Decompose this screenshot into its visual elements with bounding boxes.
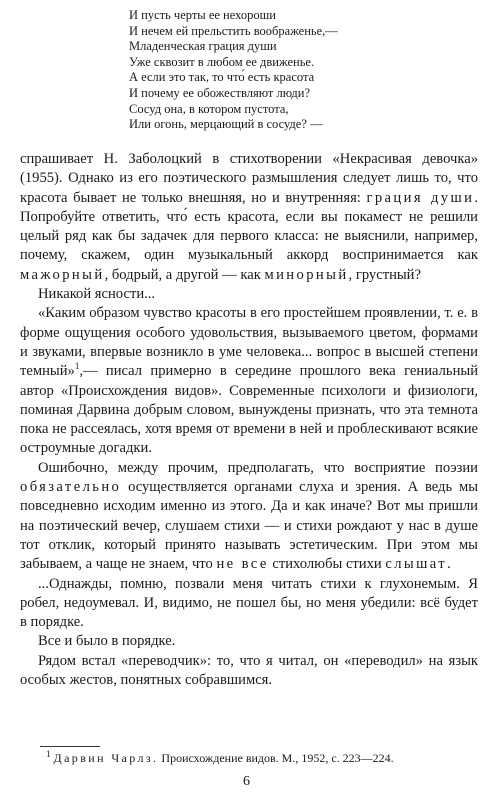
spaced-emphasis: мажорный <box>20 266 105 283</box>
poem-line: Или огонь, мерцающий в сосуде? — <box>129 117 323 132</box>
paragraph-6: Все и было в порядке. <box>38 633 176 650</box>
text-run: , грустный? <box>348 266 421 283</box>
text-run: Ошибочно, между прочим, предполагать, что восприятие поэзии <box>38 459 478 476</box>
body-text <box>20 150 478 690</box>
footnote-author: Дарвин Чарлз. <box>53 751 159 765</box>
poem-line: Младенческая грация души <box>129 39 277 54</box>
footnote-reference: 1 <box>74 361 80 372</box>
epigraph-poem <box>129 8 429 133</box>
footnote-divider <box>40 746 100 747</box>
text-run: ,— писал примерно в середине прошлого века гениальный автор «Происхождения видов». Современные психологи и физиологи, поминая Дарвина добрым словом, вынуждены признать, что эта темнота пока не рассеялась, хотя время от времени в ней и проблескивают всякие остроумные догадки. <box>20 363 478 457</box>
text-run: . Попробуйте ответить, что́ есть красота, если вы покамест не решили целый ряд как бы задачек для первого класса: не выяснили, например, почему, скажем, один музыкальный аккорд воспринимается как <box>20 189 479 264</box>
poem-line: И пусть черты ее нехороши <box>129 8 276 22</box>
spaced-emphasis: обязательно <box>20 479 122 496</box>
paragraph-1 <box>20 150 478 285</box>
paragraph-5: ...Однажды, помню, позвали меня читать стихи к глухонемым. Я робел, недоумевал. И, видимо, не пошел бы, но меня убедили: всё будет в порядке. <box>20 575 478 631</box>
spaced-emphasis: слышат <box>385 556 448 573</box>
spaced-emphasis: грация души <box>366 189 475 206</box>
poem-line: Уже сквозит в любом ее движенье. <box>129 54 315 69</box>
text-run: спрашивает Н. Заболоцкий в стихотворении «Некрасивая девочка» (1955). Однако из его поэтического размышления следует лишь то, что красота бывает не только внешняя, но и внутренняя: <box>20 151 478 206</box>
poem-line: И нечем ей прельстить воображенье,— <box>129 23 338 38</box>
paragraph-3 <box>20 304 478 458</box>
poem-line: А если это так, то что́ есть красота <box>129 70 315 85</box>
spaced-emphasis: не все <box>216 556 269 573</box>
paragraph-4 <box>20 459 478 575</box>
footnote <box>20 751 478 765</box>
page-number: 6 <box>243 774 250 789</box>
paragraph-2: Никакой ясности... <box>38 286 156 303</box>
text-run: . <box>447 556 451 573</box>
poem-line: И почему ее обожествляют люди? <box>129 85 311 100</box>
text-run: стихолюбы стихи <box>268 556 386 573</box>
footnote-text: Происхождение видов. М., 1952, с. 223—224. <box>158 751 394 765</box>
text-run: «Каким образом чувство красоты в его простейшем проявлении, т. е. в форме ощущения особого удовольствия, вызываемого цветом, формами и звуками, впервые возникло в уме человека... вопрос в высшей степени темный» <box>20 305 478 380</box>
text-run: , бодрый, а другой — как <box>104 266 265 283</box>
paragraph-7: Рядом встал «переводчик»: то, что я читал, он «переводил» на язык особых жестов, понятных собравшимся. <box>20 652 478 689</box>
footnote-mark: 1 <box>46 749 51 759</box>
spaced-emphasis: минорный <box>264 266 349 283</box>
text-run: осуществляется органами слуха и зрения. А ведь мы повседневно исходим именно из этого. Да и как иначе? Вот мы пришли на поэтический вечер, слушаем стихи — и стихи рождают у нас в душе тот отклик, который принято называть эстетическим. При этом мы забываем, а чаще не знаем, что <box>20 479 478 573</box>
poem-line: Сосуд она, в котором пустота, <box>129 101 289 116</box>
